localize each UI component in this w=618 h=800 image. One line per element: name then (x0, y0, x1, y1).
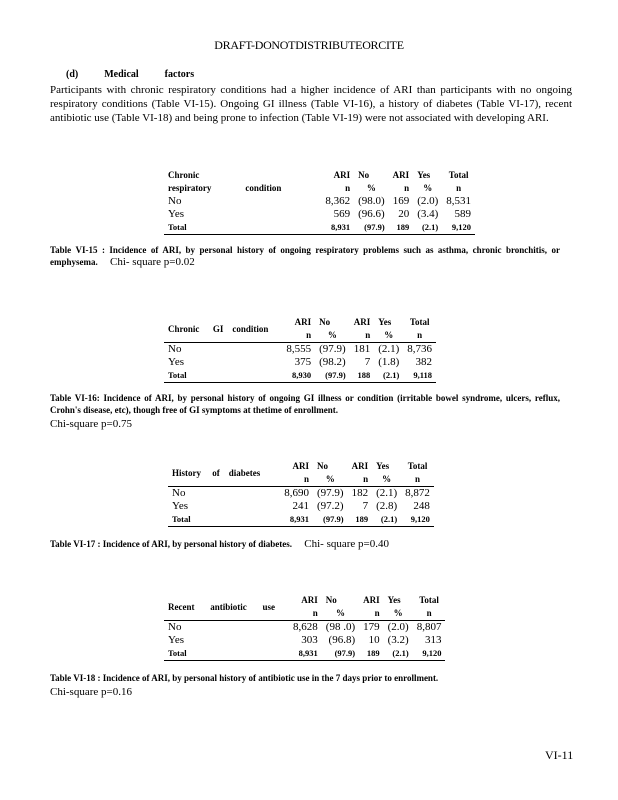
table-total-row: Total 8,931 (97.9) 189 (2.1) 9,120 (168, 513, 434, 527)
col-ari: ARI (294, 317, 312, 327)
chi-square: Chi-square p=0.75 (50, 418, 132, 430)
table-vi-17 (168, 460, 434, 527)
col-pct: % (327, 330, 337, 340)
col-pct: % (366, 183, 376, 193)
col-no: No (317, 461, 328, 471)
section-heading (66, 69, 220, 80)
col-n: n (345, 183, 351, 193)
col-n: n (404, 183, 410, 193)
col-ari2: ARI (351, 461, 369, 471)
col-ari: ARI (292, 461, 309, 471)
col-n: n (426, 608, 432, 618)
table-row: No 8,628 (98 .0) 179 (2.0) 8,807 (168, 621, 442, 633)
table-total-row: Total 8,931 (97.9) 189 (2.1) 9,120 (164, 221, 475, 235)
chi-square: Chi-square p=0.16 (50, 686, 132, 698)
col-ari2: ARI (392, 170, 410, 180)
table-row: Yes 375 (98.2) 7 (1.8) 382 (168, 356, 433, 368)
col-n: n (417, 330, 423, 340)
row-label-header-3: condition (245, 183, 282, 193)
col-ari2: ARI (353, 317, 371, 327)
row-label-header: History of diabetes (172, 467, 261, 478)
row-label-header-2: respiratory (168, 183, 212, 193)
table-total-row: Total 8,930 (97.9) 188 (2.1) 9,118 (164, 369, 436, 383)
col-n: n (303, 474, 309, 484)
col-ari2: ARI (363, 595, 380, 605)
col-no: No (358, 170, 370, 180)
table-row: Yes 241 (97.2) 7 (2.8) 248 (172, 500, 430, 512)
col-pct: % (423, 183, 433, 193)
table-vi-16 (164, 316, 436, 383)
col-total: Total (419, 595, 439, 605)
section-label: (d) (66, 69, 79, 80)
col-pct: % (325, 474, 335, 484)
col-yes: Yes (417, 170, 431, 180)
col-pct: % (335, 608, 345, 618)
col-pct: % (382, 474, 392, 484)
table-vi-15 (164, 169, 475, 235)
row-label-header: Chronic GI condition (168, 323, 269, 334)
section-title-2: factors (164, 69, 195, 80)
table-caption: Table VI-17 : Incidence of ARI, by personal history of diabetes. Chi- square p=0.40 (50, 538, 389, 550)
page-number: VI-11 (545, 748, 574, 762)
col-yes: Yes (376, 461, 390, 471)
body-paragraph: Participants with chronic respiratory conditions had a higher incidence of ARI than participants with no ongoing respiratory conditions (Table VI-15). Ongoing GI illness (Table VI-16), a history of diabetes (Table VI-17), recent antibiotic use (Table VI-18) and being prone to infection (Table VI-19) were not associated with developing ARI. (50, 84, 572, 124)
col-yes: Yes (378, 317, 392, 327)
col-n: n (363, 474, 369, 484)
section-title-1: Medical (104, 69, 139, 80)
col-no: No (325, 595, 337, 605)
col-total: Total (448, 170, 469, 180)
row-label-header: Recent antibiotic use (168, 601, 276, 612)
col-ari: ARI (333, 170, 351, 180)
table-row: Yes 303 (96.8) 10 (3.2) 313 (168, 634, 442, 646)
col-yes: Yes (387, 595, 401, 605)
col-pct: % (384, 330, 394, 340)
col-n: n (374, 608, 380, 618)
table-row: Yes 569 (96.6) 20 (3.4) 589 (168, 208, 472, 220)
row-label-header: Chronic (168, 170, 200, 180)
col-n: n (456, 183, 462, 193)
table-caption: Table VI-16: Incidence of ARI, by personal history of ongoing GI illness or condition (irritable bowel syndrome, ulcers, reflux, Crohn's disease, etc), though free of GI symptoms at thetime of enrollment. (50, 393, 560, 415)
table-caption: Table VI-18 : Incidence of ARI, by personal history of antibiotic use in the 7 days prior to enrollment. (50, 673, 439, 683)
table-vi-18 (164, 594, 445, 661)
chi-square: Chi- square p=0.40 (304, 538, 389, 550)
table-row: No 8,362 (98.0) 169 (2.0) 8,531 (168, 195, 472, 207)
chi-square: Chi- square p=0.02 (110, 256, 195, 268)
table-row: No 8,555 (97.9) 181 (2.1) 8,736 (168, 343, 433, 355)
table-caption: Table VI-15 : Incidence of ARI, by personal history of ongoing respiratory problems such as asthma, chronic bronchitis, or emphysema. Chi- square p=0.02 (50, 245, 560, 268)
page-header: DRAFT-DONOTDISTRIBUTEORCITE (214, 38, 404, 52)
table-total-row: Total 8,931 (97.9) 189 (2.1) 9,120 (164, 647, 445, 661)
col-total: Total (409, 317, 430, 327)
col-n: n (415, 474, 421, 484)
col-no: No (319, 317, 331, 327)
col-n: n (365, 330, 371, 340)
col-n: n (312, 608, 318, 618)
col-n: n (306, 330, 312, 340)
col-pct: % (393, 608, 403, 618)
col-ari: ARI (301, 595, 318, 605)
col-total: Total (407, 461, 428, 471)
table-row: No 8,690 (97.9) 182 (2.1) 8,872 (172, 487, 430, 499)
